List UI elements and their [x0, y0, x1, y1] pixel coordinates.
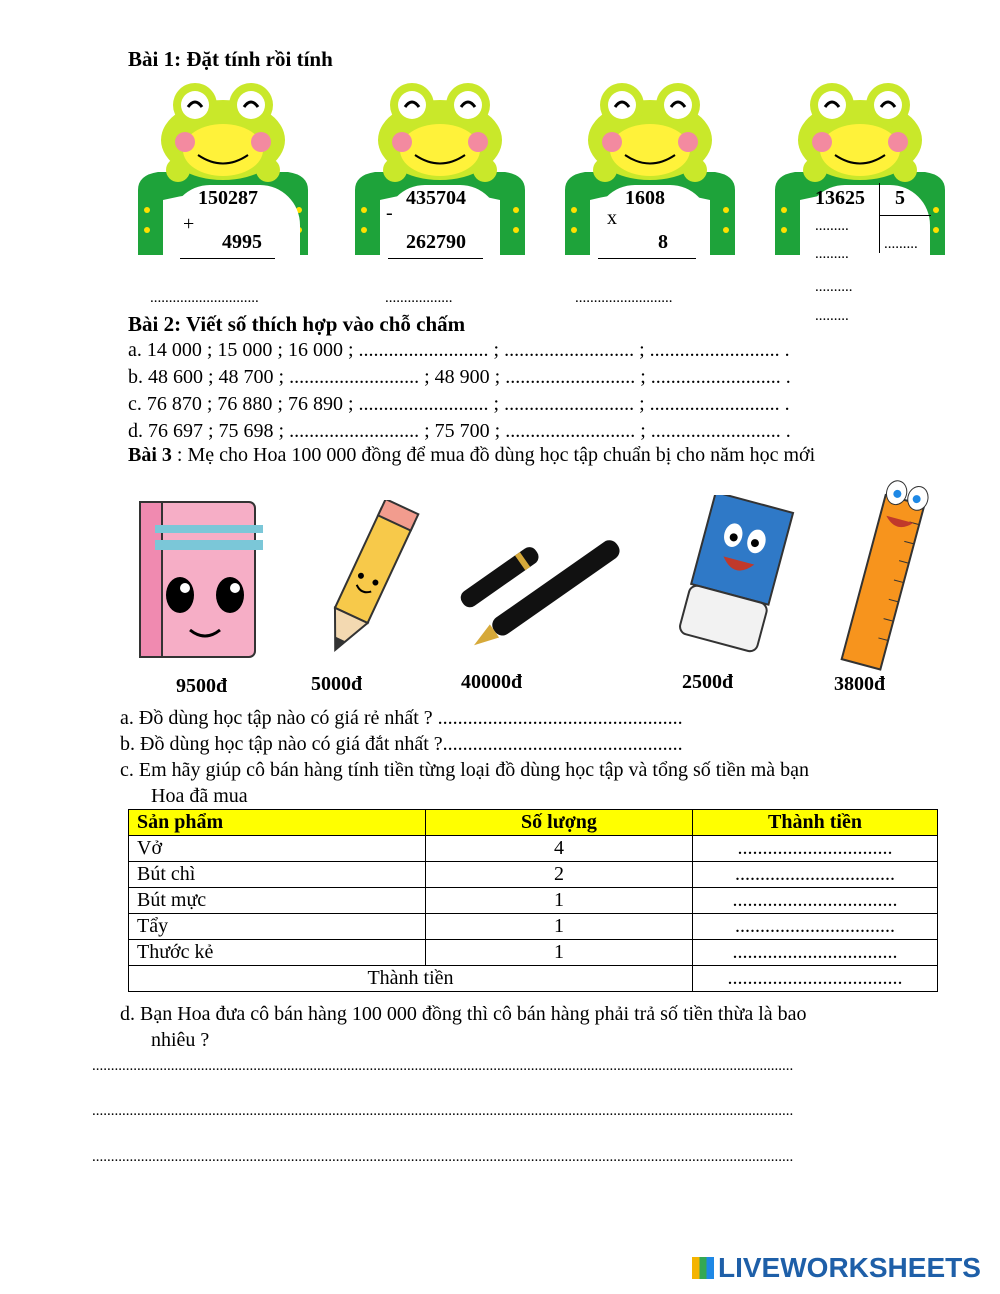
question-d-line2: nhiêu ? [151, 1029, 210, 1051]
footer-label: Thành tiền [129, 966, 693, 992]
table-footer-row [129, 966, 938, 992]
price-eraser: 2500đ [682, 671, 734, 693]
logo-icon [692, 1257, 714, 1279]
bai2-line-d[interactable]: d. 76 697 ; 75 698 ; .......................... ; 75 700 ; .......................... ; .......................... . [128, 420, 791, 442]
question-b[interactable]: b. Đồ dùng học tập nào có giá đắt nhất ?................................................ [120, 733, 683, 755]
row-total-input[interactable]: ................................ [693, 914, 938, 940]
p4-divisor: 5 [895, 187, 905, 209]
row-qty: 4 [426, 836, 693, 862]
price-table [128, 809, 938, 992]
row-qty: 1 [426, 940, 693, 966]
row-product: Bút chì [129, 862, 426, 888]
footer-total-input[interactable]: ................................... [693, 966, 938, 992]
price-pen: 40000đ [461, 671, 523, 693]
p2-answer[interactable]: .................. [385, 290, 453, 306]
p1-op: + [183, 213, 195, 235]
notebook-icon [135, 490, 270, 665]
p1-answer[interactable]: ............................. [150, 290, 259, 306]
ruler-icon [835, 478, 940, 673]
answer-line-3[interactable]: ........................................................................................................................................................................................... [92, 1149, 794, 1165]
price-pencil: 5000đ [311, 673, 363, 695]
p4-quotient-dots[interactable]: ......... [884, 236, 918, 252]
p2-b: 262790 [406, 231, 466, 253]
p1-a: 150287 [198, 187, 258, 209]
row-product: Thước kẻ [129, 940, 426, 966]
bai2-line-c[interactable]: c. 76 870 ; 76 880 ; 76 890 ; .......................... ; .......................... ; .......................... . [128, 393, 790, 415]
p4-dots-3[interactable]: .......... [815, 279, 853, 295]
question-c-line2: Hoa đã mua [151, 785, 248, 807]
p3-answer[interactable]: .......................... [575, 290, 673, 306]
p2-op: - [386, 202, 393, 224]
bai1-title: Bài 1: Đặt tính rồi tính [128, 47, 333, 71]
pencil-icon [310, 500, 430, 660]
bai2-title: Bài 2: Viết số thích hợp vào chỗ chấm [128, 312, 466, 336]
eraser-icon [675, 495, 795, 655]
row-total-input[interactable]: ................................. [693, 888, 938, 914]
question-c-line1: c. Em hãy giúp cô bán hàng tính tiền từng loại đồ dùng học tập và tổng số tiền mà bạn [120, 759, 810, 781]
row-product: Bút mực [129, 888, 426, 914]
fountain-pen-icon [450, 505, 665, 665]
question-a[interactable]: a. Đồ dùng học tập nào có giá rẻ nhất ? ................................................. [120, 707, 683, 729]
p3-b: 8 [658, 231, 668, 253]
bai3-title: Bài 3 : Mẹ cho Hoa 100 000 đồng để mua đồ dùng học tập chuẩn bị cho năm học mới [128, 444, 816, 466]
row-qty: 1 [426, 914, 693, 940]
row-product: Tẩy [129, 914, 426, 940]
p2-a: 435704 [406, 187, 466, 209]
table-row [129, 836, 938, 862]
table-row [129, 914, 938, 940]
p3-a: 1608 [625, 187, 665, 209]
row-product: Vở [129, 836, 426, 862]
p4-dots-2[interactable]: ......... [815, 246, 849, 262]
row-total-input[interactable]: ................................. [693, 940, 938, 966]
header-quantity: Số lượng [426, 810, 693, 836]
table-row [129, 940, 938, 966]
p3-op: x [607, 207, 617, 229]
p1-b: 4995 [222, 231, 262, 253]
row-qty: 1 [426, 888, 693, 914]
header-total: Thành tiền [693, 810, 938, 836]
p4-dots-1[interactable]: ......... [815, 218, 849, 234]
answer-line-2[interactable]: ........................................................................................................................................................................................... [92, 1103, 794, 1119]
table-row [129, 862, 938, 888]
price-notebook: 9500đ [176, 675, 228, 697]
row-total-input[interactable]: ............................... [693, 836, 938, 862]
price-ruler: 3800đ [834, 673, 886, 695]
answer-line-1[interactable]: ........................................................................................................................................................................................... [92, 1058, 794, 1074]
table-header-row [129, 810, 938, 836]
liveworksheets-logo: LIVEWORKSHEETS [692, 1252, 981, 1284]
table-row [129, 888, 938, 914]
p4-dots-4[interactable]: ......... [815, 308, 849, 324]
row-total-input[interactable]: ................................ [693, 862, 938, 888]
header-product: Sản phẩm [129, 810, 426, 836]
bai2-line-b[interactable]: b. 48 600 ; 48 700 ; .......................... ; 48 900 ; .......................... ; .......................... . [128, 366, 791, 388]
row-qty: 2 [426, 862, 693, 888]
bai2-line-a[interactable]: a. 14 000 ; 15 000 ; 16 000 ; .......................... ; .......................... ; .......................... . [128, 339, 790, 361]
p4-dividend: 13625 [815, 187, 865, 209]
question-d-line1: d. Bạn Hoa đưa cô bán hàng 100 000 đồng thì cô bán hàng phải trả số tiền thừa là bao [120, 1003, 807, 1025]
